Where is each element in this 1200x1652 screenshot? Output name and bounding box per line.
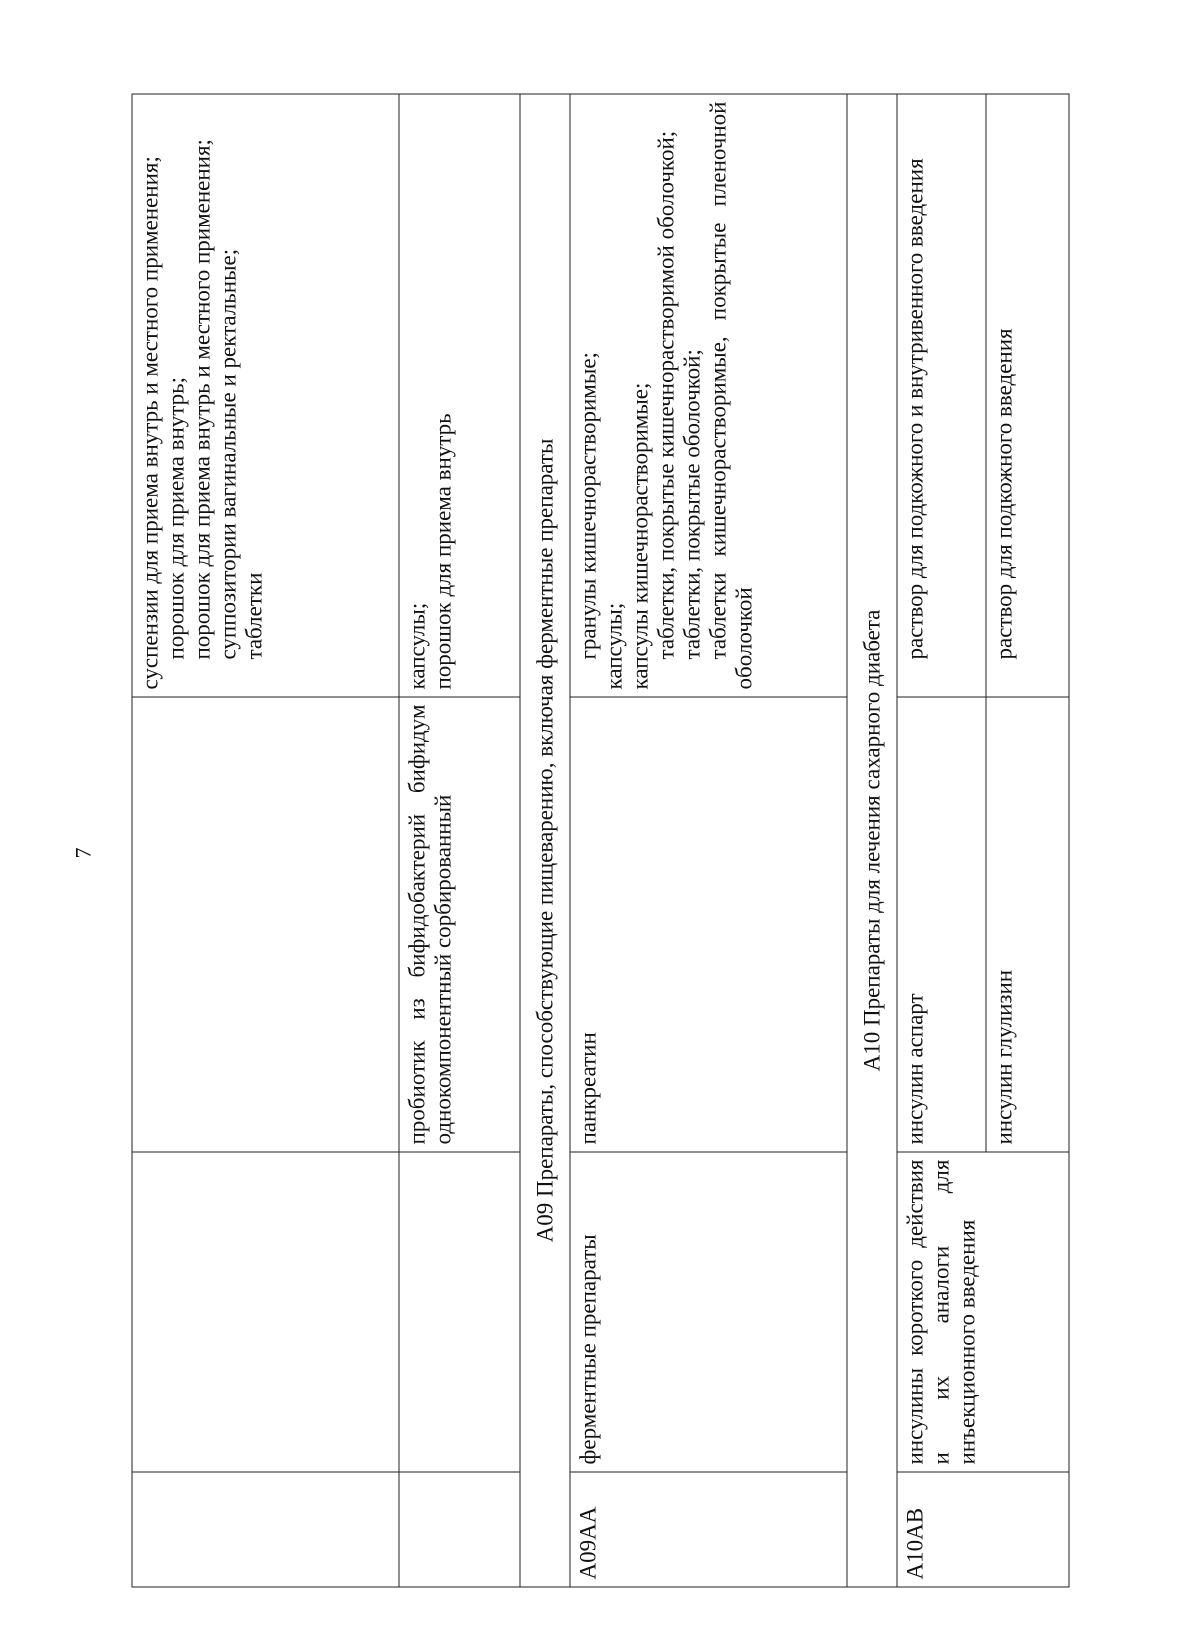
form-line: капсулы кишечнорастворимые; <box>626 382 652 690</box>
form-line: раствор для подкожного введения <box>991 328 1017 660</box>
form-line: раствор для подкожного и внутривенного введения <box>902 158 928 660</box>
substance-cell: пробиотик из бифидобактерий бифидум однокомпонентный сорбированный <box>399 697 520 1152</box>
form-line: гранулы кишечнорастворимые; <box>574 352 600 660</box>
form-line: капсулы; <box>404 602 430 690</box>
section-header-row <box>847 94 897 1587</box>
group-cell: ферментные препараты <box>569 1152 846 1472</box>
group-cell <box>399 1152 520 1472</box>
form-line: суспензии для приема внутрь и местного применения; <box>137 156 162 690</box>
table-row <box>897 94 986 1587</box>
substance-cell: инсулин аспарт <box>897 697 986 1152</box>
form-line: капсулы; <box>600 602 626 690</box>
form-line: таблетки, покрытые оболочкой; <box>678 349 704 660</box>
table-row <box>569 94 846 1587</box>
form-line: порошок для приема внутрь; <box>162 376 188 660</box>
forms-cell <box>399 94 520 697</box>
group-cell <box>132 1152 399 1472</box>
group-cell: инсулины короткого действия и их аналоги для инъекционного введения <box>897 1152 1069 1472</box>
form-line: порошок для приема внутрь <box>430 413 456 690</box>
atc-code-cell <box>399 1472 520 1587</box>
section-title: A10 Препараты для лечения сахарного диабета <box>847 94 897 1587</box>
atc-code-cell <box>132 1472 399 1587</box>
substance-cell: панкреатин <box>569 697 846 1152</box>
form-line: суппозитории вагинальные и ректальные; <box>214 248 240 660</box>
forms-cell <box>132 94 399 697</box>
form-line: таблетки, покрытые кишечнорастворимой оболочкой; <box>652 130 678 660</box>
form-line: порошок для приема внутрь и местного применения; <box>188 139 214 660</box>
drug-table <box>131 94 1069 1588</box>
table-row <box>132 94 399 1587</box>
forms-cell <box>897 94 986 697</box>
table-row <box>399 94 520 1587</box>
forms-cell <box>569 94 846 697</box>
substance-cell: инсулин глулизин <box>986 697 1069 1152</box>
section-header-row <box>520 94 570 1587</box>
substance-cell <box>132 697 399 1152</box>
atc-code-cell: A09AA <box>569 1472 846 1587</box>
atc-code-cell: A10AB <box>897 1472 1069 1587</box>
forms-cell <box>986 94 1069 697</box>
rotated-page-content <box>131 95 1069 1588</box>
form-line: таблетки кишечнорастворимые, покрытые пленочной оболочкой <box>704 101 756 690</box>
section-title: A09 Препараты, способствующие пищеварению, включая ферментные препараты <box>520 94 570 1587</box>
form-line: таблетки <box>240 572 266 660</box>
page-number: 7 <box>70 847 96 859</box>
